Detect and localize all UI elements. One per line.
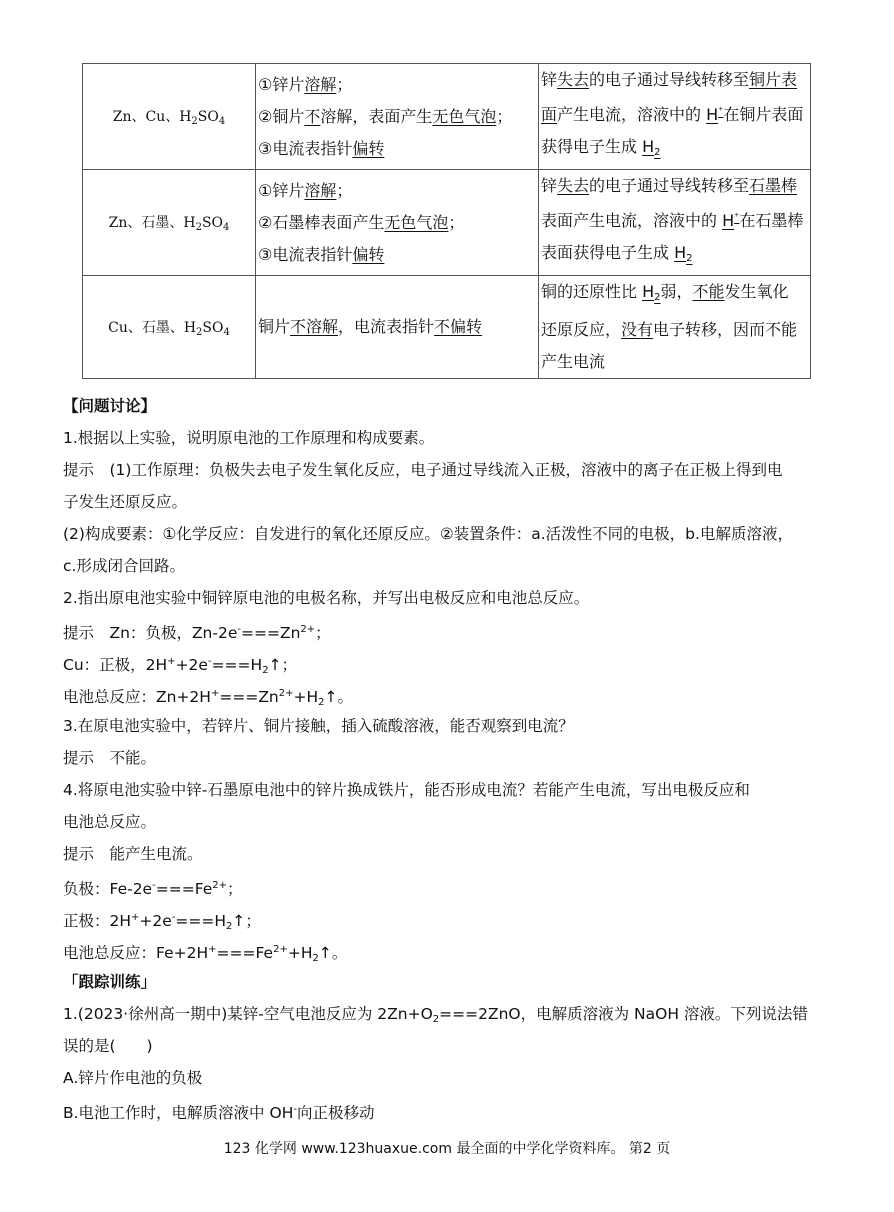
subscript: 2 xyxy=(191,116,198,127)
superscript: + xyxy=(208,944,217,955)
text: +H xyxy=(293,688,319,706)
underlined-text: 不能 xyxy=(692,282,725,301)
equals-sign: === xyxy=(241,624,280,642)
text: 铜片 xyxy=(258,317,291,336)
phenomena-cell xyxy=(256,170,539,276)
text: ； xyxy=(336,74,353,94)
phenomena-line xyxy=(256,69,538,101)
superscript: - xyxy=(237,624,241,635)
training-q1-line2: 误的是( ) xyxy=(63,1037,153,1055)
superscript: ⁺ xyxy=(734,212,740,223)
subscript: 2 xyxy=(312,953,319,964)
superscript: 2+ xyxy=(212,880,228,891)
text: 表面获得电子生成 xyxy=(541,243,675,262)
superscript: ⁺ xyxy=(718,106,724,117)
text: Fe xyxy=(194,880,213,898)
discussion-header: 【问题讨论】 xyxy=(63,397,157,415)
underlined-text: 溶解 xyxy=(304,180,337,200)
text: ②铜片 xyxy=(258,106,305,126)
text: ③电流表指针 xyxy=(258,138,353,158)
text: +H xyxy=(287,944,313,962)
text: 电池总反应：Zn+2H xyxy=(63,688,211,706)
option-a: A.锌片作电池的负极 xyxy=(63,1069,203,1087)
text: ②石墨棒表面产生 xyxy=(258,212,385,232)
subscript: 4 xyxy=(223,326,230,338)
equals-sign: === xyxy=(175,912,215,930)
explanation-line xyxy=(539,237,810,275)
underlined-text: 无色气泡 xyxy=(384,212,449,232)
phenomena-line xyxy=(256,133,538,165)
question-1: 1.根据以上实验，说明原电池的工作原理和构成要素。 xyxy=(63,429,435,447)
underlined-text: 偏转 xyxy=(352,244,385,264)
superscript: - xyxy=(152,880,156,891)
right-bracket: 」 xyxy=(140,973,157,991)
materials-text: Cu、石墨、H xyxy=(108,319,197,336)
text: 向正极移动 xyxy=(296,1104,375,1122)
text: B.电池工作时，电解质溶液中 OH xyxy=(63,1104,294,1122)
materials-text: SO xyxy=(201,215,224,231)
phenomena-line xyxy=(256,175,538,207)
underlined-text: H xyxy=(642,137,655,156)
equals-sign: === xyxy=(439,1005,479,1023)
explanation-cell xyxy=(539,170,811,276)
hint-1d: c.形成闭合回路。 xyxy=(63,557,185,575)
text: ； xyxy=(336,180,353,200)
training-header-text: 跟踪训练 xyxy=(78,973,141,991)
subscript: 4 xyxy=(223,222,230,233)
superscript: 2+ xyxy=(300,624,316,635)
explanation-line xyxy=(539,64,810,96)
hint-2-line1 xyxy=(63,619,331,644)
hint-1b: 子发生还原反应。 xyxy=(63,493,188,511)
training-q1-line1 xyxy=(63,1003,808,1031)
explanation-line xyxy=(539,131,810,169)
materials-cell xyxy=(83,170,256,276)
text: 电子转移，因而不能 xyxy=(653,320,798,339)
hint-1a: 提示 (1)工作原理：负极失去电子发生氧化反应，电子通过导线流入正极，溶液中的离子在正极上得到电 xyxy=(63,461,783,479)
text: +2e xyxy=(175,656,208,674)
text: 获得电子生成 xyxy=(541,137,643,156)
explanation-cell xyxy=(539,276,811,379)
underlined-text: H xyxy=(706,105,719,124)
experiment-table xyxy=(82,63,811,379)
superscript: - xyxy=(207,656,212,667)
subscript: 4 xyxy=(218,116,226,127)
hint-2-line3 xyxy=(63,683,353,714)
superscript: 2+ xyxy=(278,688,294,699)
text: 锌 xyxy=(541,176,558,195)
explanation-line xyxy=(539,346,810,378)
question-4a: 4.将原电池实验中锌-石墨原电池中的锌片换成铁片，能否形成电流？若能产生电流，写出电极反应和 xyxy=(63,781,750,799)
text: 负极：Fe-2e xyxy=(63,880,153,898)
text: 2ZnO，电解质溶液为 NaOH 溶液。下列说法错 xyxy=(478,1005,808,1023)
text: ↑。 xyxy=(318,944,348,962)
page-footer: 123 化学网 www.123huaxue.com 最全面的中学化学资料库。 第2 页 xyxy=(223,1141,671,1157)
text: 弱， xyxy=(660,282,693,301)
underlined-text: 无色气泡 xyxy=(432,106,497,126)
equals-sign: === xyxy=(216,944,256,962)
phenomena-line xyxy=(256,101,538,133)
table-row xyxy=(83,276,811,379)
underlined-text: 铜片表 xyxy=(749,70,798,89)
materials-cell xyxy=(83,64,256,170)
subscript: 2 xyxy=(318,697,325,708)
text: +2e xyxy=(139,912,172,930)
subscript: 2 xyxy=(196,326,203,338)
underlined-text: 失去 xyxy=(557,176,590,195)
subscript: 2 xyxy=(654,292,661,303)
text: 产生电流 xyxy=(541,352,606,371)
phenomena-line xyxy=(256,311,538,343)
subscript: 2 xyxy=(226,921,233,932)
text: 提示 Zn：负极，Zn-2e xyxy=(63,624,238,642)
text: 产生电流，溶液中的 xyxy=(573,211,723,230)
hint-4-negative xyxy=(63,875,243,900)
text: 锌 xyxy=(541,70,558,89)
text: ； xyxy=(227,880,243,898)
text: 在石墨棒 xyxy=(739,211,804,230)
phenomena-cell xyxy=(256,64,539,170)
superscript: - xyxy=(171,912,176,923)
hint-4-positive xyxy=(63,907,261,938)
text: ，电流表指针 xyxy=(338,317,435,336)
text: ↑。 xyxy=(324,688,354,706)
superscript: - xyxy=(293,1104,297,1115)
materials-cell xyxy=(83,276,256,379)
text: 的电子通过导线转移至 xyxy=(589,70,750,89)
hint-4: 提示 能产生电流。 xyxy=(63,845,203,863)
underlined-text: H xyxy=(722,211,735,230)
phenomena-cell xyxy=(256,276,539,379)
equals-sign: === xyxy=(219,688,259,706)
underlined-text: 不偏转 xyxy=(434,317,483,336)
training-header xyxy=(63,971,156,993)
text: ； xyxy=(315,624,331,642)
explanation-line xyxy=(539,170,810,202)
explanation-line xyxy=(539,314,810,346)
underlined-text: H xyxy=(642,282,655,301)
underlined-text: 不 xyxy=(304,106,321,126)
superscript: + xyxy=(167,656,176,667)
left-bracket: 「 xyxy=(63,973,79,991)
underlined-text: 不溶解 xyxy=(290,317,339,336)
subscript: 2 xyxy=(262,665,269,676)
text: ↑； xyxy=(232,912,261,930)
text: 正极：2H xyxy=(63,912,132,930)
underlined-text: 石墨棒 xyxy=(749,176,798,195)
text: 铜的还原性比 xyxy=(541,282,643,301)
text: 的电子通过导线转移至 xyxy=(589,176,750,195)
subscript: 2 xyxy=(654,147,661,158)
underlined-text: 面 xyxy=(541,105,558,124)
text: Cu：正极，2H xyxy=(63,656,168,674)
phenomena-line xyxy=(256,207,538,239)
subscript: 2 xyxy=(432,1014,440,1025)
explanation-cell xyxy=(539,64,811,170)
materials-text: Zn、石墨、H xyxy=(108,215,196,231)
materials-text: SO xyxy=(197,109,219,125)
text: ①锌片 xyxy=(258,180,305,200)
equals-sign: === xyxy=(155,880,195,898)
hint-4-total xyxy=(63,939,347,970)
explanation-line xyxy=(539,96,810,131)
text: ； xyxy=(496,106,513,126)
text: 产生电流，溶液中的 xyxy=(557,105,707,124)
option-b xyxy=(63,1099,374,1124)
superscript: + xyxy=(131,912,140,923)
table-row xyxy=(83,170,811,276)
text: ①锌片 xyxy=(258,74,305,94)
text: 溶解，表面产生 xyxy=(320,106,433,126)
superscript: + xyxy=(210,688,220,699)
materials-text: Zn、Cu、H xyxy=(112,109,192,125)
text: H xyxy=(250,656,263,674)
question-2: 2.指出原电池实验中铜锌原电池的电极名称，并写出电极反应和电池总反应。 xyxy=(63,589,590,607)
underlined-text: 溶解 xyxy=(304,74,337,94)
text: 1.(2023·徐州高一期中)某锌-空气电池反应为 2Zn+O xyxy=(63,1005,433,1023)
table-row xyxy=(83,64,811,170)
text: H xyxy=(214,912,227,930)
hint-3: 提示 不能。 xyxy=(63,749,157,767)
equals-sign: === xyxy=(211,656,251,674)
text: Zn xyxy=(258,688,279,706)
text: 在铜片表面 xyxy=(723,105,804,124)
text: ↑； xyxy=(268,656,298,674)
subscript: 2 xyxy=(195,222,202,233)
hint-2-line2 xyxy=(63,651,297,682)
underlined-text: 失去 xyxy=(557,70,590,89)
text: ③电流表指针 xyxy=(258,244,353,264)
underlined-text: H xyxy=(674,243,687,262)
underlined-text: 偏转 xyxy=(352,138,385,158)
text: 发生氧化 xyxy=(724,282,789,301)
text: 电池总反应：Fe+2H xyxy=(63,944,209,962)
text: Fe xyxy=(255,944,274,962)
hint-1c: (2)构成要素：①化学反应：自发进行的氧化还原反应。②装置条件：a.活泼性不同的电极，b.电解质溶液， xyxy=(63,525,793,543)
superscript: 2+ xyxy=(273,944,288,955)
question-4b: 电池总反应。 xyxy=(63,813,157,831)
question-3: 3.在原电池实验中，若锌片、铜片接触，插入硫酸溶液，能否观察到电流？ xyxy=(63,717,574,735)
underlined-text: 没有 xyxy=(621,320,654,339)
phenomena-line xyxy=(256,239,538,271)
materials-text: SO xyxy=(202,319,224,336)
explanation-line xyxy=(539,276,810,314)
text: Zn xyxy=(279,624,301,642)
text: ； xyxy=(448,212,465,232)
explanation-line xyxy=(539,202,810,237)
subscript: 2 xyxy=(686,253,693,264)
text: 表面 xyxy=(541,211,574,230)
text: 还原反应， xyxy=(541,320,622,339)
